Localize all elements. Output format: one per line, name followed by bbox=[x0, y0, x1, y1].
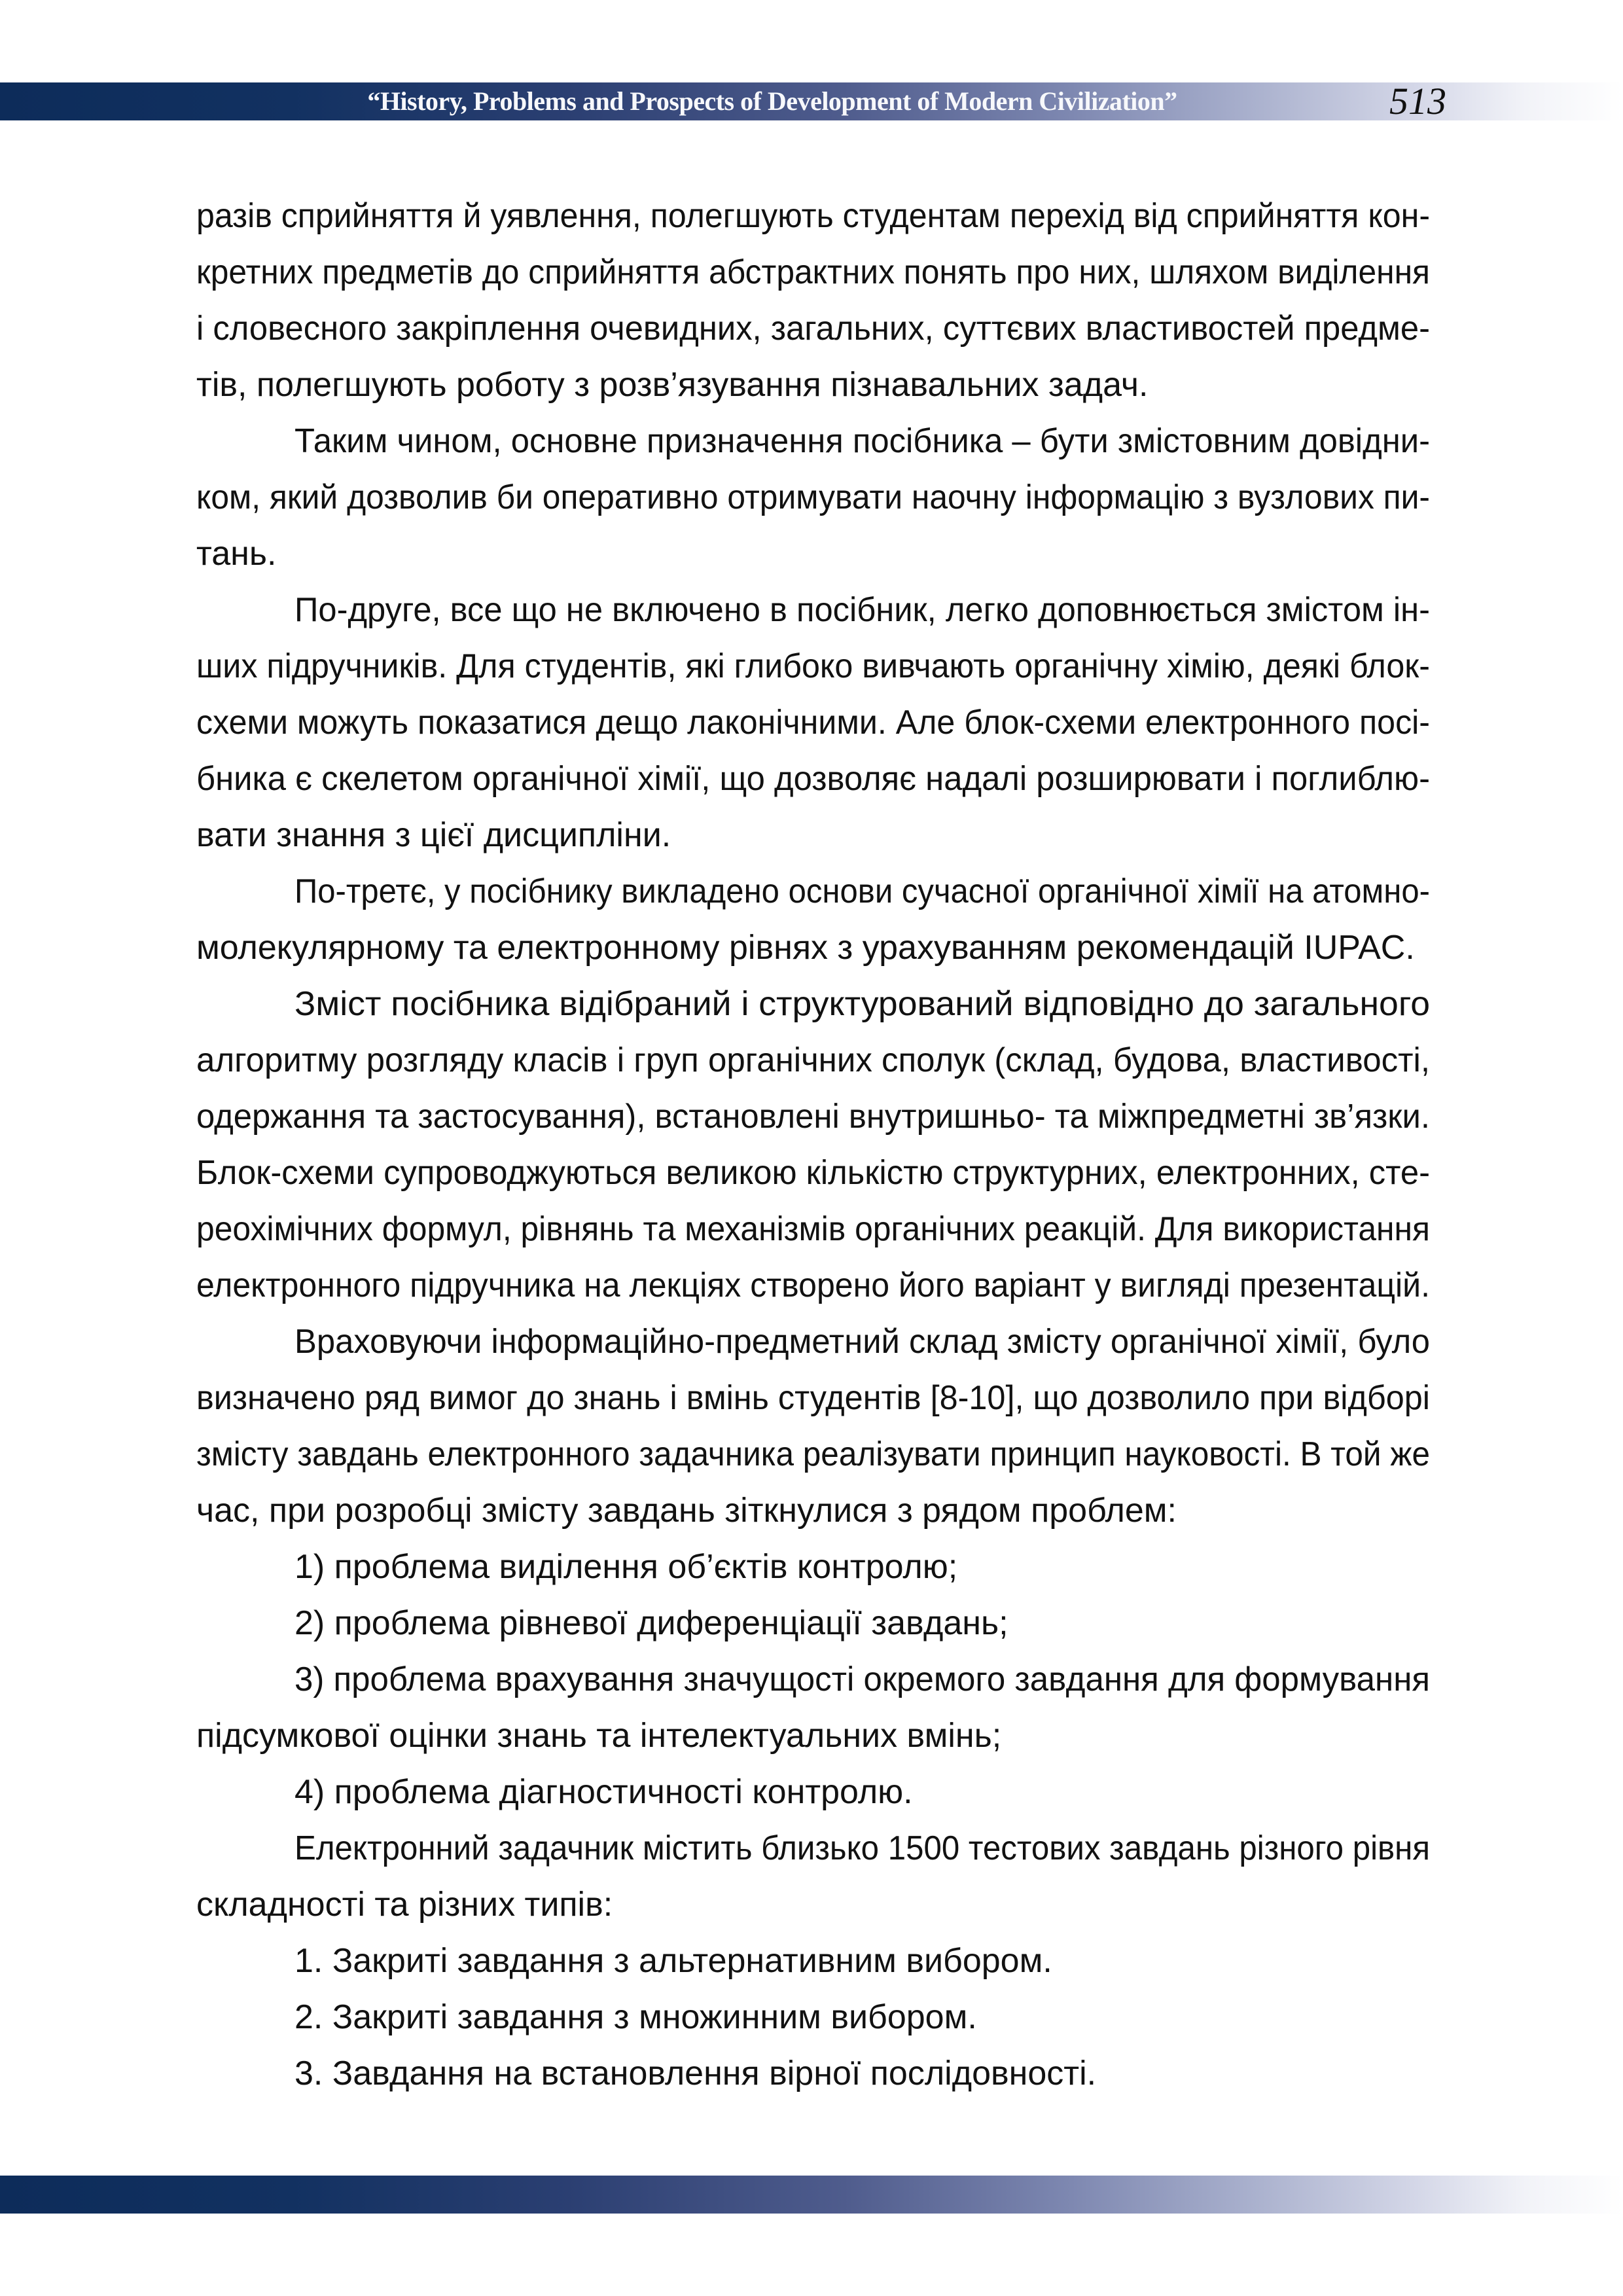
text-line: молекулярному та електронному рівнях з урахуванням рекомендацій IUPAC. bbox=[196, 929, 1415, 967]
text-line: 4) проблема діагностичності контролю. bbox=[294, 1773, 913, 1811]
paragraph bbox=[196, 413, 1430, 582]
text-line: тів, полегшують роботу з розв’язування пізнавальних задач. bbox=[196, 366, 1149, 404]
text-line: складності та різних типів: bbox=[196, 1886, 613, 1924]
text-line: 2) проблема рівневої диференціації завдань; bbox=[294, 1604, 1008, 1642]
text-line: 3. Завдання на встановлення вірної послідовності. bbox=[294, 2054, 1097, 2092]
text-line: По-третє, у посібнику викладено основи сучасної органічної хімії на атомно- bbox=[294, 872, 1430, 910]
paragraph bbox=[196, 1820, 1430, 1933]
list-item bbox=[196, 2045, 1430, 2102]
text-line: 2. Закриті завдання з множинним вибором. bbox=[294, 1998, 977, 2036]
text-line: алгоритму розгляду класів і груп органічних сполук (склад, будова, властивості, bbox=[196, 1041, 1430, 1079]
page-header bbox=[0, 82, 1623, 120]
text-line: Блок-схеми супроводжуються великою кількістю структурних, електронних, сте- bbox=[196, 1154, 1430, 1192]
list-item bbox=[196, 1764, 1430, 1820]
text-line: і словесного закріплення очевидних, загальних, суттєвих властивостей предме- bbox=[196, 310, 1430, 348]
text-line: вати знання з цієї дисципліни. bbox=[196, 816, 671, 854]
text-line: Таким чином, основне призначення посібника – бути змістовним довідни- bbox=[294, 422, 1430, 460]
list-item bbox=[196, 1539, 1430, 1595]
text-line: електронного підручника на лекціях створено його варіант у вигляді презентацій. bbox=[196, 1266, 1430, 1304]
paragraph bbox=[196, 863, 1430, 976]
paragraph bbox=[196, 188, 1430, 413]
text-line: ших підручників. Для студентів, які глибоко вивчають органічну хімію, деякі блок- bbox=[196, 647, 1430, 685]
text-line: тань. bbox=[196, 535, 277, 573]
text-line: разів сприйняття й уявлення, полегшують студентам перехід від сприйняття кон- bbox=[196, 197, 1430, 235]
page-number: 513 bbox=[1389, 80, 1446, 122]
header-title: “History, Problems and Prospects of Development of Modern Civilization” bbox=[367, 86, 1177, 116]
text-line: реохімічних формул, рівнянь та механізмів органічних реакцій. Для використання bbox=[196, 1210, 1430, 1248]
text-line: 1. Закриті завдання з альтернативним вибором. bbox=[294, 1942, 1052, 1980]
text-line: визначено ряд вимог до знань і вмінь студентів [8-10], що дозволило при відборі bbox=[196, 1379, 1430, 1417]
text-line: ком, який дозволив би оперативно отримувати наочну інформацію з вузлових пи- bbox=[196, 478, 1430, 516]
text-line: 1) проблема виділення об’єктів контролю; bbox=[294, 1548, 958, 1586]
paragraph bbox=[196, 582, 1430, 863]
page-footer bbox=[0, 2176, 1623, 2214]
text-line: кретних предметів до сприйняття абстрактних понять про них, шляхом виділення bbox=[196, 253, 1430, 291]
text-line: час, при розробці змісту завдань зіткнулися з рядом проблем: bbox=[196, 1492, 1177, 1530]
paragraph bbox=[196, 976, 1430, 1314]
list-item bbox=[196, 1933, 1430, 1989]
text-line: схеми можуть показатися дещо лаконічними. Але блок-схеми електронного посі- bbox=[196, 704, 1430, 742]
document-body bbox=[196, 188, 1430, 2102]
text-line: Зміст посібника відібраний і структурований відповідно до загального bbox=[294, 985, 1430, 1023]
text-line: підсумкової оцінки знань та інтелектуальних вмінь; bbox=[196, 1717, 1002, 1755]
text-line: змісту завдань електронного задачника реалізувати принцип науковості. В той же bbox=[196, 1435, 1430, 1473]
list-item bbox=[196, 1651, 1430, 1764]
list-item bbox=[196, 1989, 1430, 2045]
text-line: одержання та застосування), встановлені внутришньо- та міжпредметні зв’язки. bbox=[196, 1098, 1430, 1136]
text-line: бника є скелетом органічної хімії, що дозволяє надалі розширювати і поглиблю- bbox=[196, 760, 1430, 798]
text-line: По-друге, все що не включено в посібник, легко доповнюється змістом ін- bbox=[294, 591, 1430, 629]
text-line: Враховуючи інформаційно-предметний склад змісту органічної хімії, було bbox=[294, 1323, 1430, 1361]
list-item bbox=[196, 1595, 1430, 1651]
text-line: Електронний задачник містить близько 1500 тестових завдань різного рівня bbox=[294, 1829, 1430, 1867]
paragraph bbox=[196, 1314, 1430, 1539]
text-line: 3) проблема врахування значущості окремого завдання для формування bbox=[294, 1660, 1430, 1698]
